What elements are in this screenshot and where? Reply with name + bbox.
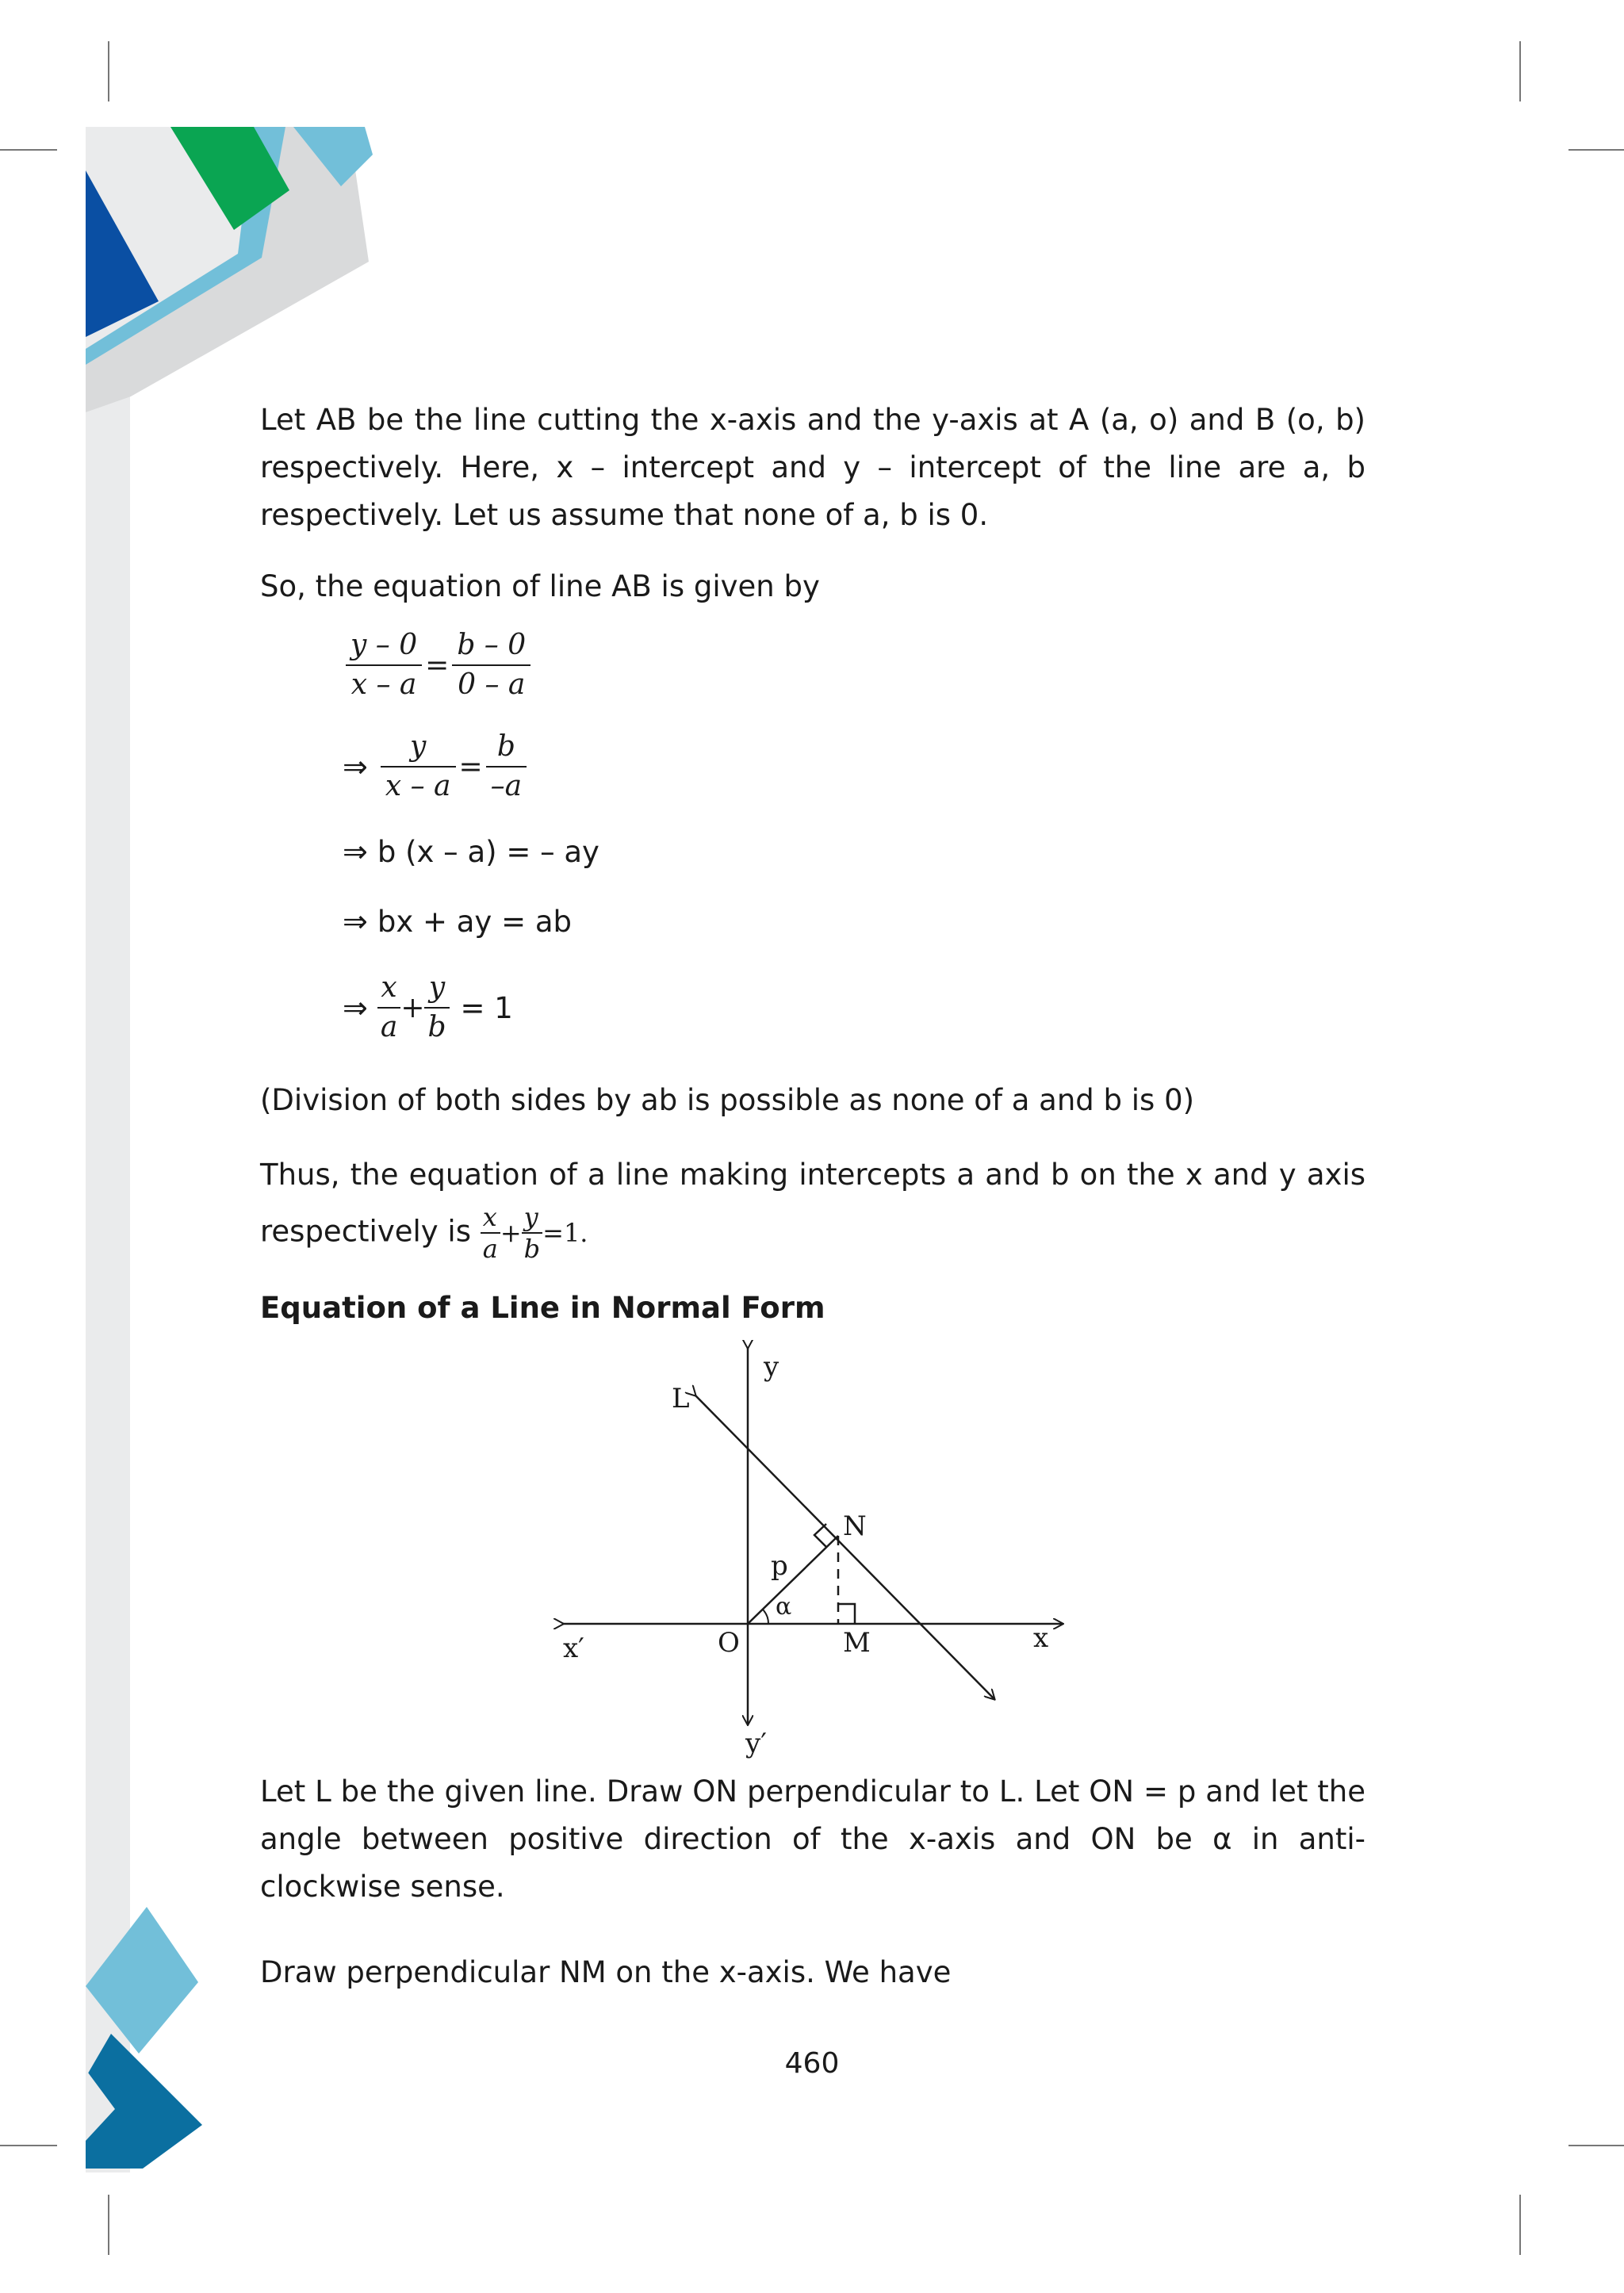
numerator: y [424,969,449,1009]
equation-1 [343,626,534,704]
draw-perpendicular-text: Draw perpendicular NM on the x-axis. We have [260,1955,952,1989]
equation-text: bx + ay = ab [377,904,573,939]
equation-text: b (x – a) = – ay [377,834,599,869]
denominator: a [380,1011,398,1043]
page-number: 460 [784,2047,840,2080]
let-L-paragraph: Let L be the given line. Draw ON perpendicular to L. Let ON = p and let the angle between positive direction of the x-axis and ON be α in anti-clockwise sense. [260,1774,1365,1904]
label-N: N [843,1510,867,1542]
crop-mark [1568,149,1624,151]
denominator: a [482,1234,498,1264]
label-y-prime: y′ [745,1728,767,1759]
numerator: b [486,728,527,768]
segment-ON [748,1536,838,1624]
label-M: M [843,1627,871,1659]
crop-mark [1519,41,1521,101]
numerator: y [522,1202,542,1234]
equation-5 [343,969,513,1047]
label-x-prime: x′ [563,1633,584,1664]
label-O: O [718,1627,740,1659]
right-angle-M [838,1604,855,1624]
section-heading: Equation of a Line in Normal Form [260,1291,825,1325]
implies-arrow: ⇒ [343,749,368,784]
denominator: –a [490,770,523,802]
fraction [424,969,449,1047]
numerator: x [481,1202,500,1234]
label-p: p [771,1550,788,1582]
fraction [381,728,456,806]
plus-sign: + [400,991,425,1024]
division-note: (Division of both sides by ab is possible as none of a and b is 0) [260,1083,1195,1117]
label-y: y [764,1351,779,1383]
crop-mark [1519,2195,1521,2255]
fraction [522,1202,542,1264]
fraction [481,1202,500,1264]
numerator: b – 0 [452,626,530,666]
intro-paragraph: Let AB be the line cutting the x-axis and the y-axis at A (a, o) and B (o, b) respectively. Here, x – intercept and y – intercept of the line are a, b respectively. Let us assume that none of a, b is 0. [260,403,1365,532]
denominator: x – a [350,668,417,701]
implies-arrow: ⇒ [343,904,368,939]
numerator: x [377,969,400,1009]
label-alpha: α [776,1593,792,1621]
equals-sign: = [458,750,483,783]
label-x: x [1033,1622,1049,1654]
implies-arrow: ⇒ [343,990,368,1025]
denominator: 0 – a [458,668,526,701]
numerator: y [381,728,456,768]
denominator: b [523,1234,541,1264]
crop-mark [1568,2145,1624,2146]
equation-3 [343,834,599,869]
numerator: y – 0 [346,626,422,666]
fraction [452,626,530,704]
denominator: b [427,1011,446,1043]
angle-arc [763,1610,768,1624]
equation-2 [343,728,530,806]
so-equation-text: So, the equation of line AB is given by [260,569,820,603]
implies-arrow: ⇒ [343,834,368,869]
label-L: L [672,1383,690,1414]
normal-form-diagram [539,1340,1078,1768]
plus-sign: + [500,1218,522,1248]
intercept-form-equation [481,1202,588,1264]
equation-rhs: = 1 [460,990,513,1025]
fraction [346,626,422,704]
equation-rhs: =1. [542,1218,588,1248]
fraction [486,728,527,806]
equation-4 [343,904,572,939]
thus-text: Thus, the equation of a line making intercepts a and b on the x and y axis respectively is [260,1158,1365,1249]
denominator: x – a [385,770,451,802]
fraction [377,969,400,1047]
equals-sign: = [425,649,450,682]
thus-paragraph [260,1148,1365,1264]
